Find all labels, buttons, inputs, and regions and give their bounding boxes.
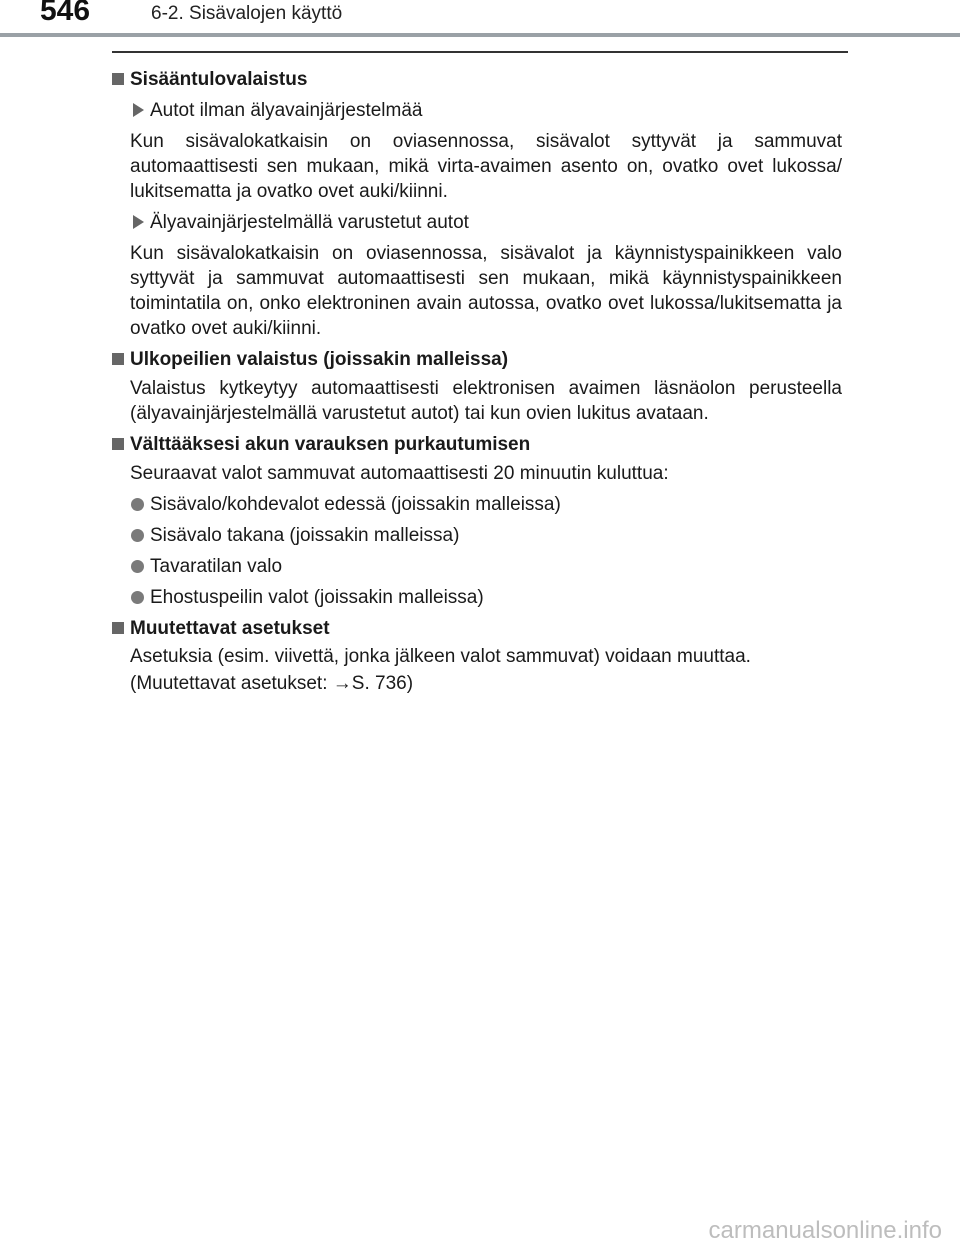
list-item: [112, 585, 842, 610]
paragraph: Kun sisävalokatkaisin on oviasennossa, sisävalot syttyvät ja sammuvat automaattisesti sen mukaan, mikä virta-avaimen asento on, ovatko ovet lukossa/ lukitsematta ja ovatko ovet auki/kiinni.: [130, 131, 842, 202]
square-bullet-icon: [112, 353, 124, 365]
section-heading-text: Muutettavat asetukset: [130, 618, 330, 639]
circle-bullet-icon: [131, 529, 144, 542]
section-heading-text: Ulkopeilien valaistus (joissakin malleissa): [130, 349, 509, 370]
watermark: carmanualsonline.info: [708, 1217, 942, 1244]
circle-bullet-icon: [131, 591, 144, 604]
square-bullet-icon: [112, 438, 124, 450]
section-heading: [112, 347, 842, 372]
content-top-rule: [112, 51, 848, 53]
square-bullet-icon: [112, 73, 124, 85]
list-item: [112, 523, 842, 548]
list-item-text: Sisävalo/kohdevalot edessä (joissakin malleissa): [150, 494, 561, 515]
section-heading-text: Sisääntulovalaistus: [130, 69, 308, 90]
paragraph: Valaistus kytkeytyy automaattisesti elektronisen avaimen läsnäolon perusteella (älyavainjärjestelmällä varustetut autot) tai kun ovien lukitus avataan.: [130, 378, 842, 424]
paragraph-line: Asetuksia (esim. viivettä, jonka jälkeen valot sammuvat) voidaan muuttaa.: [130, 646, 751, 667]
section-heading: [112, 432, 842, 457]
triangle-bullet-icon: [133, 215, 144, 229]
header-rule: [0, 33, 960, 37]
subheading: [112, 210, 842, 235]
section-heading: [112, 616, 842, 641]
list-item-text: Sisävalo takana (joissakin malleissa): [150, 525, 460, 546]
page-number: 546: [40, 0, 91, 27]
subheading-text: Älyavainjärjestelmällä varustetut autot: [150, 212, 469, 233]
list-item: [112, 554, 842, 579]
circle-bullet-icon: [131, 560, 144, 573]
section-heading-text: Välttääksesi akun varauksen purkautumisen: [130, 434, 531, 455]
square-bullet-icon: [112, 622, 124, 634]
paragraph: Kun sisävalokatkaisin on oviasennossa, sisävalot ja käynnistyspainikkeen valo syttyvät ja sammuvat automaattisesti sen mukaan, mikä käynnistyspainikkeen toimintatila on, onko elektroninen avain autossa, ovatko ovet lukossa/lukitsematta ja ovatko ovet auki/kiinni.: [130, 243, 842, 339]
subheading: [112, 98, 842, 123]
triangle-bullet-icon: [133, 103, 144, 117]
page-title: 6-2. Sisävalojen käyttö: [151, 3, 343, 24]
subheading-text: Autot ilman älyavainjärjestelmää: [150, 100, 423, 121]
cross-reference[interactable]: (Muutettavat asetukset: →S. 736): [130, 673, 414, 694]
list-item: [112, 492, 842, 517]
circle-bullet-icon: [131, 498, 144, 511]
page-content: [112, 62, 842, 698]
list-item-text: Ehostuspeilin valot (joissakin malleissa): [150, 587, 484, 608]
section-heading: [112, 67, 842, 92]
paragraph: Seuraavat valot sammuvat automaattisesti 20 minuutin kuluttua:: [130, 463, 669, 484]
list-item-text: Tavaratilan valo: [150, 556, 283, 577]
